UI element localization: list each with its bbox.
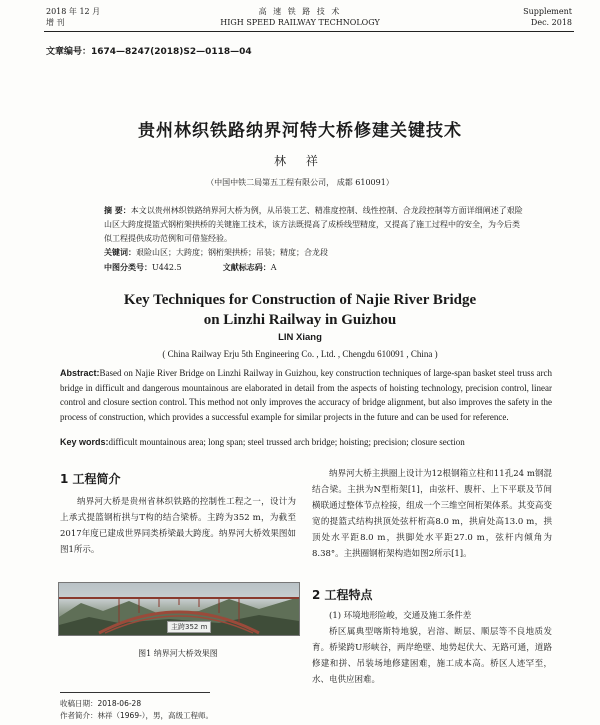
journal-date-en: Dec. 2018 [530,18,572,27]
en-abstract [60,366,552,424]
section2-subtitle: (1) 环境地形险峻，交通及施工条件差 [329,611,472,621]
en-title-line2: on Linzhi Railway in Guizhou [203,312,397,328]
journal-name-cn: 高 速 铁 路 技 术 [258,7,342,16]
header-center [0,6,600,28]
footnote-received: 收稿日期：2018-06-28 [60,699,142,708]
cn-title: 贵州林织铁路纳界河特大桥修建关键技术 [138,121,462,141]
header-divider [44,31,574,32]
en-title-line1: Key Techniques for Construction of Najie River Bridge [123,292,477,308]
journal-date-cn: 2018 年 12 月 [46,7,101,16]
cn-abstract-text: 本文以贵州林织铁路纳界河大桥为例，从吊装工艺、精准度控制、线性控制、合龙段控制等方面详细阐述了艰险山区大跨度提篮式钢桁架拱桥的关键施工技术，该方法既提高了成桥线型精度，又提高了施工过程中的安全，为今后类似工程提供成功范例和可借鉴经验。 [104,206,523,243]
cn-abstract [104,204,524,246]
cn-doc-code-label: 文献标志码： [222,263,271,272]
en-author: LIN Xiang [278,332,322,343]
cn-clc-value: U442.5 [152,263,182,272]
en-keywords-text: difficult mountainous area; long span; steel trussed arch bridge; hoisting; precision; closure section [108,437,465,447]
cn-doc-code-value: A [270,263,277,272]
cn-clc-label: 中图分类号： [104,263,152,272]
section2-title: 2 工程特点 [312,588,373,602]
journal-issue-cn: 增 刊 [46,18,65,27]
figure-span-label: 主跨352 m [167,621,211,633]
footnote-divider [60,692,210,693]
figure1-caption: 图1 纳界河大桥效果图 [138,649,218,658]
section1-title: 1 工程简介 [60,472,121,486]
cn-keywords-label: 关键词： [104,248,136,257]
header-right [523,6,572,28]
section2-para1: 桥区属典型喀斯特地貌，岩溶、断层、顺层等不良地质发育。桥梁跨U形峡谷，两岸绝壁、地势起伏大、无路可通，道路修建和拼、吊装场地修建困难，施工成本高。桥区人迹罕至，水、电供应困难。 [312,627,552,685]
journal-supplement-en: Supplement [523,7,572,16]
en-abstract-text: Based on Najie River Bridge on Linzhi Railway in Guizhou, key construction techniques of large-span basket steel truss arch bridge in difficult and dangerous mountainous are elaborated in detail from the aspects of hoisting technology, precision control, linear control and closure section control. This method not only improves the accuracy of bridge alignment, but also improves the safety in the process of construction, which provides a successful example for similar projects in the future and can be used for reference. [60,368,552,422]
cn-author: 林 祥 [274,154,326,168]
journal-name-en: HIGH SPEED RAILWAY TECHNOLOGY [220,18,380,27]
en-keywords [60,437,552,447]
cn-abstract-label: 摘 要： [104,206,131,215]
cn-keywords [104,246,524,260]
section1-para2: 纳界河大桥主拱圈上设计为12根钢箱立柱和11孔24 m钢混结合梁。主拱为N型桁架[1]，由弦杆、腹杆、上下平联及节间横联通过整体节点栓接，组成一个三维空间桁架体系。其变高变宽的提篮式结构拱顶处弦杆桁高8.0 m，拱肩处高13.0 m，拱顶处水平距8.0 m，拱脚处水平距27.0 m，弦杆内倾角为8.38°。主拱圈钢桁架构造如图2所示[1]。 [312,469,552,559]
section1-para1: 纳界河大桥是贵州省林织铁路的控制性工程之一，设计为上承式提篮钢桁拱与T构的结合梁桥。主跨为352 m，为截至2017年度已建成世界同类桥梁最大跨度。纳界河大桥效果图如图1所示。 [60,497,296,555]
cn-affiliation: （中国中铁二局第五工程有限公司， 成都 610091） [206,178,394,187]
cn-classification [104,261,524,275]
en-affiliation: ( China Railway Erju 5th Engineering Co. , Ltd. , Chengdu 610091 , China ) [162,349,438,359]
article-number: 文章编号：1674—8247(2018)S2—0118—04 [46,47,252,57]
cn-keywords-text: 艰险山区；大跨度；钢桁架拱桥；吊装；精度；合龙段 [136,248,328,257]
bridge-figure [58,582,300,636]
footnote-author-intro: 作者简介：林祥（1969-），男，高级工程师。 [60,711,214,720]
en-abstract-label: Abstract: [60,368,100,378]
en-keywords-label: Key words: [60,437,109,447]
